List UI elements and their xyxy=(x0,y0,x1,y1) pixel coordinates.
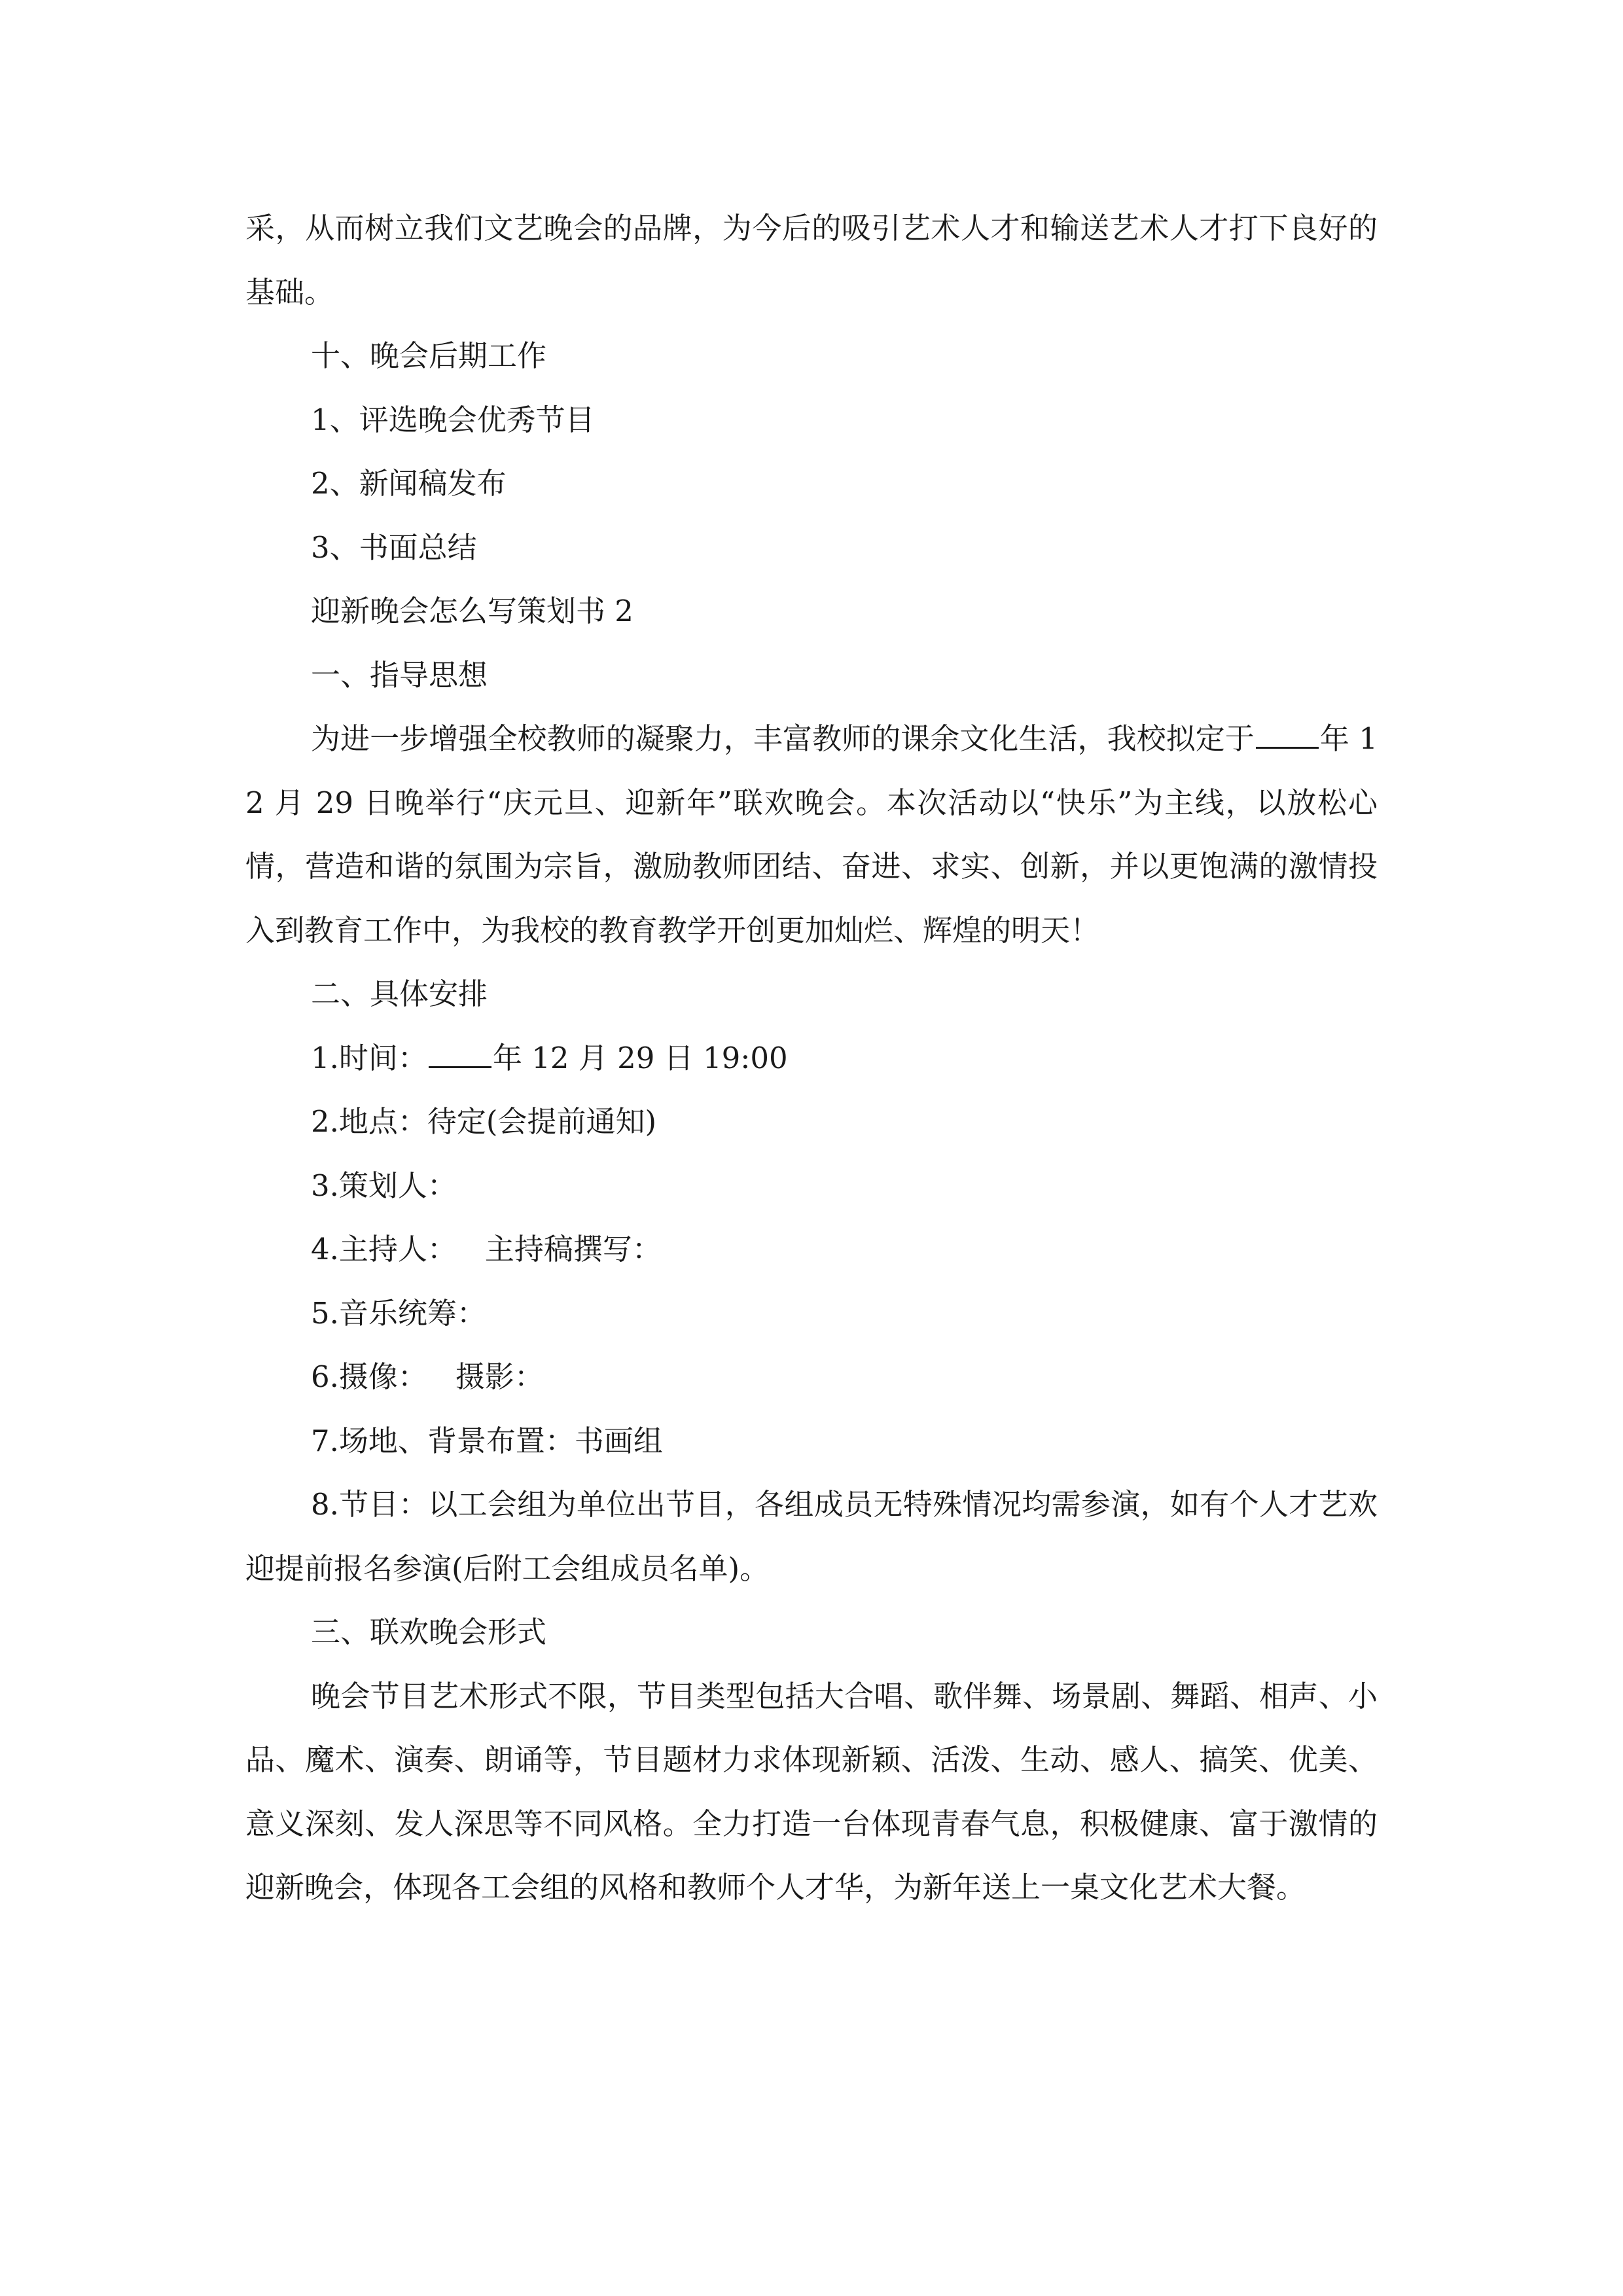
intro-paragraph: 采，从而树立我们文艺晚会的品牌，为今后的吸引艺术人才和输送艺术人才打下良好的基础。 xyxy=(245,211,1378,310)
arrangement-item: 4.主持人： 主持稿撰写： xyxy=(311,1232,662,1266)
section-one-paragraph xyxy=(245,707,1378,962)
document-body xyxy=(245,196,1378,1920)
year-blank xyxy=(429,1039,491,1068)
arrangement-item: 6.摄像： 摄影： xyxy=(311,1359,544,1394)
arrangement-item: 2.地点：待定(会提前通知) xyxy=(311,1104,657,1139)
section-three-paragraph: 晚会节目艺术形式不限，节目类型包括大合唱、歌伴舞、场景剧、舞蹈、相声、小品、魔术、演奏、朗诵等，节目题材力求体现新颖、活泼、生动、感人、搞笑、优美、意义深刻、发人深思等不同风格。全力打造一台体现青春气息，积极健康、富于激情的迎新晚会，体现各工会组的风格和教师个人才华，为新年送上一桌文化艺术大餐。 xyxy=(245,1678,1378,1905)
year-blank xyxy=(1256,721,1319,749)
section-ten-item: 3、书面总结 xyxy=(311,529,477,565)
section-ten-item: 1、评选晚会优秀节目 xyxy=(311,402,595,437)
arrangement-item: 8.节目：以工会组为单位出节目，各组成员无特殊情况均需参演，如有个人才艺欢迎提前报名参演(后附工会组成员名单)。 xyxy=(245,1487,1378,1586)
time-label: 1.时间： xyxy=(311,1040,427,1075)
document-title: 迎新晚会怎么写策划书 2 xyxy=(311,594,633,628)
section-one-text-part1: 为进一步增强全校教师的凝聚力，丰富教师的课余文化生活，我校拟定于 xyxy=(311,721,1255,756)
section-ten-heading: 十、晚会后期工作 xyxy=(311,338,547,373)
section-one-text-part2: 年 12 月 29 日晚举行“庆元旦、迎新年”联欢晚会。本次活动以“快乐”为主线，以放松心情，营造和谐的氛围为宗旨，激励教师团结、奋进、求实、创新，并以更饱满的激情投入到教育工作中，为我校的教育教学开创更加灿烂、辉煌的明天！ xyxy=(245,721,1378,948)
arrangement-item: 3.策划人： xyxy=(311,1168,457,1203)
arrangement-item: 5.音乐统筹： xyxy=(311,1295,486,1331)
section-ten-item: 2、新闻稿发布 xyxy=(311,466,507,501)
section-three-heading: 三、联欢晚会形式 xyxy=(311,1615,547,1649)
section-one-heading: 一、指导思想 xyxy=(311,657,488,692)
arrangement-time xyxy=(245,1026,1378,1090)
section-two-heading: 二、具体安排 xyxy=(311,977,488,1011)
arrangement-item: 7.场地、背景布置：书画组 xyxy=(311,1423,663,1458)
time-value: 年 12 月 29 日 19:00 xyxy=(492,1040,788,1075)
